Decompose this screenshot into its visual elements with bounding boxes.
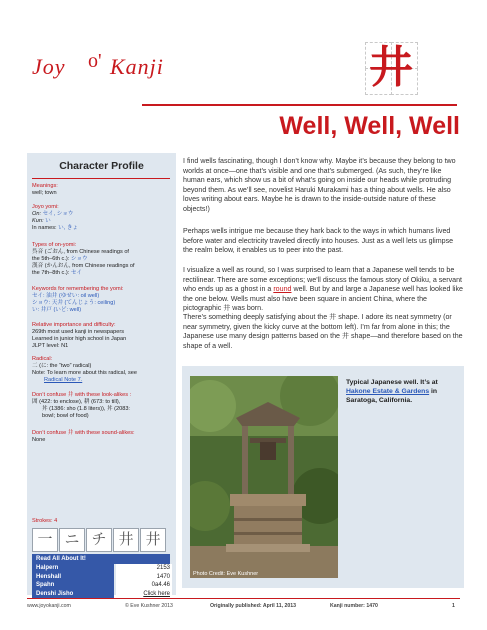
joyo-yomi-label: Joyo yomi: <box>32 204 59 210</box>
photo-caption <box>346 378 458 405</box>
radical-item: Note: To learn more about this radical, see <box>32 370 137 376</box>
well-photo <box>190 376 338 578</box>
table-key: Henshall <box>32 573 114 582</box>
types-value: ショウ <box>70 256 88 262</box>
joyo-yomi-section <box>32 204 174 232</box>
types-value: セイ <box>70 270 82 276</box>
meanings-section <box>32 183 174 197</box>
stroke-order <box>32 528 166 550</box>
on-value: セイ, ショウ <box>42 211 74 217</box>
logo-o: o' <box>88 50 102 72</box>
keyword-item: い: 井戸 (いど: well) <box>32 307 82 313</box>
stroke-step: 井 <box>113 528 139 552</box>
denshi-jisho-link[interactable]: Click here <box>116 590 172 599</box>
kanji-character: 井 <box>369 43 413 92</box>
paragraph: Perhaps wells intrigue me because they hark back to the ways in which humans lived before water and electricity traveled directly into houses. Just as a well lets us glimpse the realm below, it enables us to peer into the past. <box>183 227 454 255</box>
sidebar-heading: Character Profile <box>59 160 144 172</box>
read-all-about-it-table <box>32 554 170 598</box>
kanji-display <box>365 42 417 94</box>
logo <box>32 46 192 86</box>
radical-section <box>32 356 174 384</box>
radical-note-link[interactable]: Radical Note 7. <box>44 377 83 383</box>
table-row <box>32 564 170 573</box>
importance-section <box>32 322 174 350</box>
footer-site[interactable]: www.joyokanji.com <box>27 603 71 609</box>
strokes-label: Strokes: 4 <box>32 518 58 524</box>
kun-value: い <box>45 218 51 224</box>
importance-item: 269th most used kanji in newspapers <box>32 329 125 335</box>
table-value: 0a4.46 <box>116 581 172 590</box>
sidebar-divider <box>32 178 170 179</box>
strokes-section <box>32 518 174 525</box>
keyword-item: セイ: 油井 (ゆせい: oil well) <box>32 293 100 299</box>
types-line: 漢音 (かんおん, from Chinese readings of <box>32 263 135 269</box>
radical-item: 二 (に: the “two” radical) <box>32 363 92 369</box>
photo-credit: Photo Credit: Eve Kushner <box>193 571 259 577</box>
kun-label: Kun: <box>32 218 44 224</box>
table-value: 2153 <box>116 564 172 573</box>
importance-label: Relative importance and difficulty: <box>32 322 116 328</box>
footer-copyright: © Eve Kushner 2013 <box>125 603 173 609</box>
title-rule <box>142 104 457 106</box>
stroke-step: 一 <box>32 528 58 552</box>
stroke-step: ニ <box>59 528 85 552</box>
footer-published: Originally published: April 11, 2013 <box>210 603 297 609</box>
lookalike-item: bowl; bowl of food) <box>42 413 89 419</box>
paragraph-text: I visualize a well as round, so I was surprised to learn that a Japanese well tends to be rectilinear. There are some exceptions; we’ll discuss the famous story of Okiku, a servant who ends up as a ghost in a <box>183 266 463 294</box>
onyomi-types-section <box>32 242 174 277</box>
importance-item: JLPT level: N1 <box>32 343 69 349</box>
caption-text: Typical Japanese well. It’s at <box>346 379 438 386</box>
table-header: Read All About It! <box>32 554 170 564</box>
keywords-section <box>32 286 174 314</box>
table-row <box>32 590 170 599</box>
meanings-label: Meanings: <box>32 183 58 189</box>
table-row <box>32 581 170 590</box>
footer-kanji-number: Kanji number: 1470 <box>330 603 378 609</box>
lookalike-item: 囲 (422: to enclose), 耕 (673: to till), <box>32 399 121 405</box>
logo-joy: Joy <box>32 54 66 79</box>
logo-kanji: Kanji <box>110 54 164 79</box>
soundalike-section <box>32 430 174 444</box>
types-line: the 7th–8th c.): <box>32 270 70 276</box>
soundalike-label: Don’t confuse 井 with these sound-alikes: <box>32 430 135 436</box>
names-value: い, きょ <box>58 225 79 231</box>
hakone-link[interactable]: Hakone Estate & Gardens <box>346 388 430 395</box>
paragraph <box>183 266 463 314</box>
table-key: Denshi Jisho <box>32 590 114 599</box>
keywords-label: Keywords for remembering the yomi: <box>32 286 124 292</box>
stroke-step: チ <box>86 528 112 552</box>
well-illustration <box>190 376 338 578</box>
footer-page-number: 1 <box>452 603 455 609</box>
soundalike-value: None <box>32 437 46 443</box>
types-line: the 5th–6th c.): <box>32 256 70 262</box>
importance-item: Learned in junior high school in Japan <box>32 336 127 342</box>
meanings-value: well; town <box>32 190 57 196</box>
lookalike-section <box>32 392 174 420</box>
caption-text: in Saratoga, California. <box>346 388 438 404</box>
radical-label: Radical: <box>32 356 53 362</box>
paragraph: There’s something deeply satisfying about the 井 shape. I adore its neat symmetry (or near symmetry, given the kicky curve at the bottom left). I’m far from alone in this; the Japanese use many design patterns based on the 井 shape—and therefore based on the shape of a well. <box>183 313 463 350</box>
lookalike-item: 丼 (1386: sho (1.8 liters)), 丼 (2083: <box>42 406 130 412</box>
lookalike-label: Don’t confuse 井 with these look-alikes : <box>32 392 132 398</box>
on-label: On: <box>32 211 42 217</box>
names-label: In names: <box>32 225 57 231</box>
table-key: Spahn <box>32 581 114 590</box>
page-title: Well, Well, Well <box>279 112 460 140</box>
round-link[interactable]: round <box>273 285 292 294</box>
footer-rule <box>27 598 460 599</box>
table-key: Halpern <box>32 564 114 573</box>
table-value: 1470 <box>116 573 172 582</box>
paragraph-text: well. But by and large a Japanese well has looked like the one below. Wells must also have been square in ancient China, where the pictographic 井 was born. <box>183 285 464 313</box>
stroke-step: 井 <box>140 528 166 552</box>
types-line: 呉音 (ごおん, from Chinese readings of <box>32 249 129 255</box>
types-label: Types of on-yomi: <box>32 242 77 248</box>
keyword-item: ショウ: 天井 (てんじょう: ceiling) <box>32 300 116 306</box>
paragraph: I find wells fascinating, though I don’t know why. Maybe it’s because they belong to two worlds at once—one that’s visible and one that’s submerged. (As such, they’re like human ears, which show us a bit of what’s going on inside our heads while protruding beyond them. As we’ll see, novelist Haruki Murakami has a thing about wells. He also loves writing about ears. Maybe he is drawn to the inside-outside nature of these objects!) <box>183 157 456 213</box>
table-row <box>32 573 170 582</box>
